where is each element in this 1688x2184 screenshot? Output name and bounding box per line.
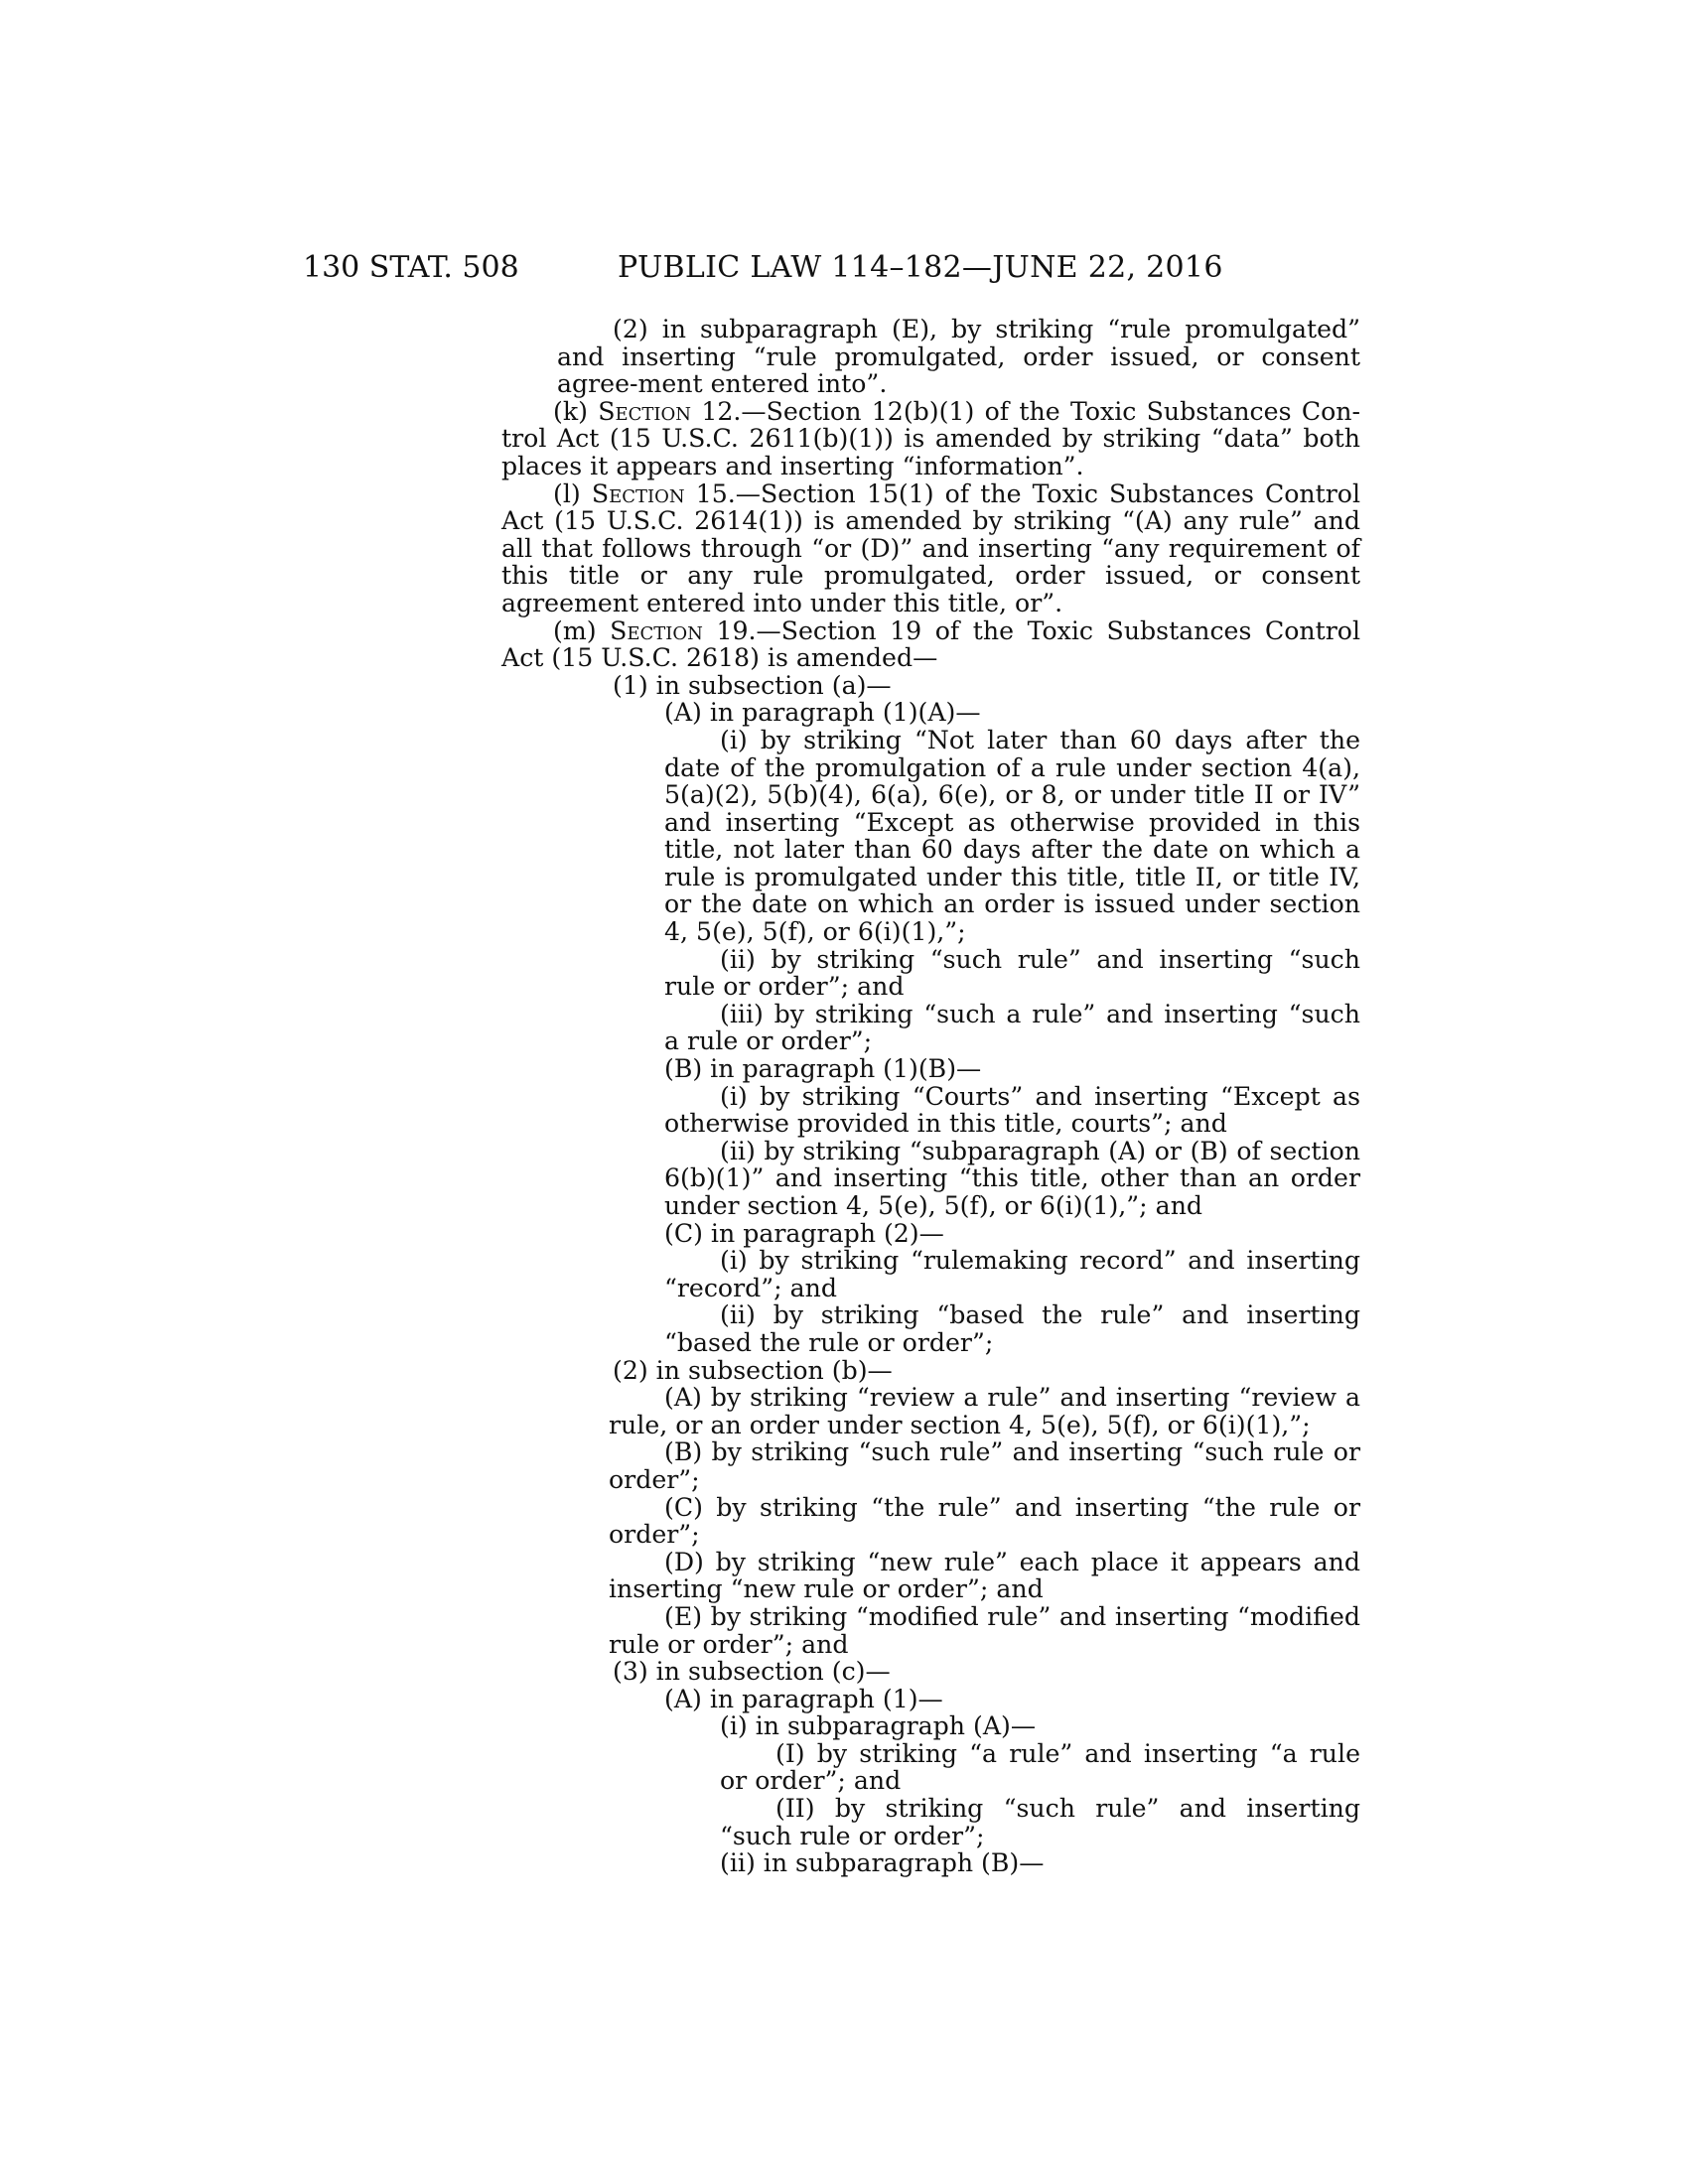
paragraph-text: (B) by striking “such rule” and inserting “such rule or order”; xyxy=(609,1437,1360,1494)
paragraph-text: (E) by striking “modified rule” and inserting “modified rule or order”; and xyxy=(609,1601,1360,1659)
paragraph xyxy=(501,1220,1360,1248)
paragraph-text: .—Section 15(1) of the Toxic Substances Control Act (15 U.S.C. 2614(1)) is amended by striking “(A) any rule” and all that follows through “or (D)” and inserting “any requirement of this title or any rule promulgated, order issued, or consent agreement entered into under this title, or”. xyxy=(501,478,1361,617)
paragraph-text: (2) in subparagraph (E), by striking “rule promulgated” and inserting “rule promulgated, order issued, or consent agree-ment entered into”. xyxy=(557,315,1360,399)
paragraph xyxy=(501,617,1360,672)
paragraph-text: (I) by striking “a rule” and inserting “a rule or order”; and xyxy=(720,1738,1360,1796)
section-heading: Section 15 xyxy=(591,478,728,508)
paragraph xyxy=(501,1301,1360,1356)
paragraph-text: (A) by striking “review a rule” and inserting “review a rule, or an order under section 4, 5(e), 5(f), or 6(i)(1),”; xyxy=(609,1383,1360,1439)
paragraph-text: (ii) in subparagraph (B)— xyxy=(720,1848,1045,1878)
paragraph-text: (II) by striking “such rule” and inserting “such rule or order”; xyxy=(720,1794,1360,1850)
paragraph xyxy=(501,316,1360,398)
paragraph-text: (C) in paragraph (2)— xyxy=(664,1218,944,1248)
paragraph xyxy=(501,1849,1360,1877)
paragraph xyxy=(501,1384,1360,1438)
paragraph-label: (k) xyxy=(553,396,599,426)
statute-page-number: 130 STAT. 508 xyxy=(303,250,519,285)
paragraph-text: (3) in subsection (c)— xyxy=(613,1657,891,1687)
paragraph-text: (A) in paragraph (1)(A)— xyxy=(664,698,981,728)
paragraph xyxy=(501,1603,1360,1658)
paragraph-label: (m) xyxy=(553,615,611,645)
paragraph xyxy=(501,1712,1360,1740)
paragraph xyxy=(501,946,1360,1001)
paragraph xyxy=(501,1083,1360,1138)
paragraph xyxy=(501,672,1360,700)
paragraph-text: (ii) by striking “based the rule” and inserting “based the rule or order”; xyxy=(664,1300,1360,1357)
paragraph xyxy=(501,398,1360,480)
paragraph-text: (B) in paragraph (1)(B)— xyxy=(664,1054,982,1084)
paragraph-text: .—Section 19 of the Toxic Substances Control Act (15 U.S.C. 2618) is amended— xyxy=(501,615,1360,673)
paragraph xyxy=(501,699,1360,727)
paragraph-text: (iii) by striking “such a rule” and inserting “such a rule or order”; xyxy=(664,999,1360,1056)
paragraph xyxy=(501,1494,1360,1549)
paragraph xyxy=(501,727,1360,946)
paragraph xyxy=(501,1438,1360,1493)
paragraph-text: (C) by striking “the rule” and inserting “the rule or order”; xyxy=(609,1492,1360,1550)
paragraph-text: (ii) by striking “such rule” and inserting “such rule or order”; and xyxy=(664,944,1360,1002)
paragraph xyxy=(501,480,1360,617)
paragraph-text: (2) in subsection (b)— xyxy=(613,1355,893,1385)
paragraph-text: (i) by striking “Courts” and inserting “Except as otherwise provided in this title, courts”; and xyxy=(664,1081,1360,1139)
page-header xyxy=(303,246,1360,290)
paragraph xyxy=(501,1357,1360,1385)
paragraph xyxy=(501,1138,1360,1220)
paragraph-text: (i) by striking “Not later than 60 days after the date of the promulgation of a rule under section 4(a), 5(a)(2), 5(b)(4), 6(a), 6(e), or 8, or under title II or IV” and inserting “Except as otherwise provided in this title, not later than 60 days after the date on which a rule is promulgated under this title, title II, or title IV, or the date on which an order is issued under section 4, 5(e), 5(f), or 6(i)(1),”; xyxy=(664,725,1360,947)
public-law-title: PUBLIC LAW 114–182—JUNE 22, 2016 xyxy=(618,250,1223,285)
paragraph-text: (i) in subparagraph (A)— xyxy=(720,1711,1037,1741)
paragraph xyxy=(501,1549,1360,1603)
paragraph xyxy=(501,1740,1360,1795)
section-heading: Section 12 xyxy=(598,396,734,426)
paragraph xyxy=(501,1001,1360,1055)
paragraph-text: (A) in paragraph (1)— xyxy=(664,1684,943,1713)
section-heading: Section 19 xyxy=(610,615,749,645)
paragraph xyxy=(501,1247,1360,1301)
paragraph xyxy=(501,1658,1360,1686)
paragraph-text: (D) by striking “new rule” each place it appears and inserting “new rule or order”; and xyxy=(609,1547,1360,1604)
paragraph-text: (ii) by striking “subparagraph (A) or (B) of section 6(b)(1)” and inserting “this title, other than an order under section 4, 5(e), 5(f), or 6(i)(1),”; and xyxy=(664,1136,1360,1220)
paragraph-text: (1) in subsection (a)— xyxy=(613,670,892,700)
paragraph-label: (l) xyxy=(553,478,592,508)
paragraph xyxy=(501,1055,1360,1083)
paragraph-text: .—Section 12(b)(1) of the Toxic Substances Con-trol Act (15 U.S.C. 2611(b)(1)) is amended by striking “data” both places it appears and inserting “information”. xyxy=(501,396,1360,480)
paragraph xyxy=(501,1795,1360,1849)
document-body xyxy=(501,316,1360,1877)
paragraph xyxy=(501,1686,1360,1713)
paragraph-text: (i) by striking “rulemaking record” and inserting “record”; and xyxy=(664,1246,1360,1302)
